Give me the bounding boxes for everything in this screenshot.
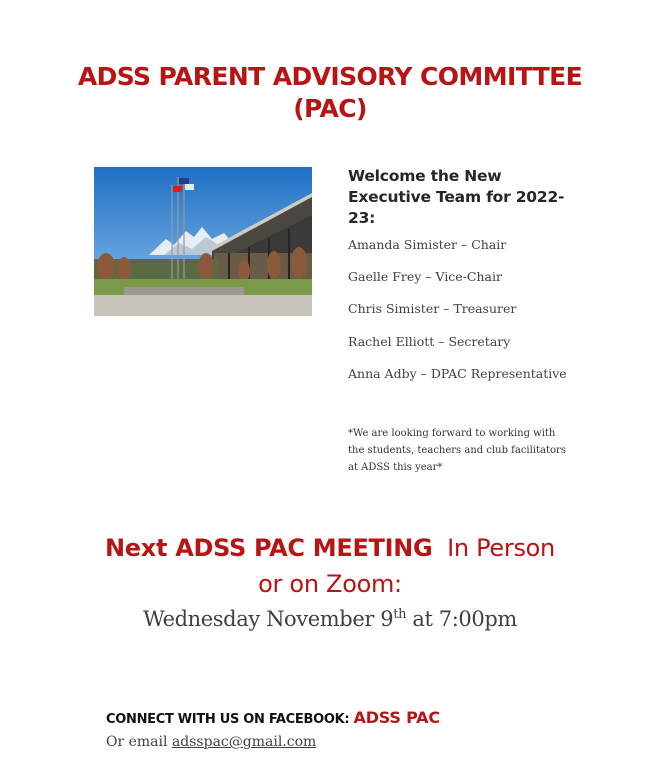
welcome-note bbox=[348, 425, 573, 476]
welcome-note-line2: the students, teachers and club facilitators bbox=[348, 445, 566, 456]
meeting-date-ordinal: th bbox=[393, 607, 407, 622]
welcome-heading-line3: 23: bbox=[348, 209, 376, 227]
meeting-heading bbox=[0, 531, 650, 565]
welcome-note-line3: at ADSS this year* bbox=[348, 462, 443, 473]
meeting-heading-in-person: In Person bbox=[447, 534, 555, 562]
page-title-line1: ADSS PARENT ADVISORY COMMITTEE bbox=[77, 62, 583, 91]
page-title-line2: (PAC) bbox=[293, 94, 367, 123]
welcome-heading bbox=[348, 166, 568, 229]
meeting-heading-line2: or on Zoom: bbox=[258, 570, 402, 598]
facebook-connect-label: CONNECT WITH US ON FACEBOOK: bbox=[106, 712, 350, 727]
email-contact bbox=[106, 734, 316, 750]
member-treasurer: Chris Simister – Treasurer bbox=[348, 301, 517, 316]
meeting-date bbox=[0, 600, 650, 634]
facebook-connect bbox=[106, 708, 440, 727]
facebook-page-name: ADSS PAC bbox=[353, 708, 440, 727]
email-prefix: Or email bbox=[106, 734, 172, 750]
meeting-date-prefix: Wednesday November 9 bbox=[143, 607, 394, 631]
meeting-heading-bold: Next ADSS PAC MEETING bbox=[105, 534, 433, 562]
email-link[interactable]: adsspac@gmail.com bbox=[171, 734, 317, 750]
welcome-heading-line2: Executive Team for 2022- bbox=[348, 188, 565, 206]
welcome-note-line1: *We are looking forward to working with bbox=[348, 428, 556, 439]
member-secretary: Rachel Elliott – Secretary bbox=[348, 334, 511, 349]
member-chair: Amanda Simister – Chair bbox=[348, 237, 507, 252]
school-building-photo bbox=[94, 167, 312, 316]
member-dpac-representative: Anna Adby – DPAC Representative bbox=[348, 366, 567, 381]
welcome-heading-line1: Welcome the New bbox=[348, 167, 502, 185]
member-vice-chair: Gaelle Frey – Vice-Chair bbox=[348, 269, 502, 284]
meeting-date-time: at 7:00pm bbox=[406, 607, 517, 631]
